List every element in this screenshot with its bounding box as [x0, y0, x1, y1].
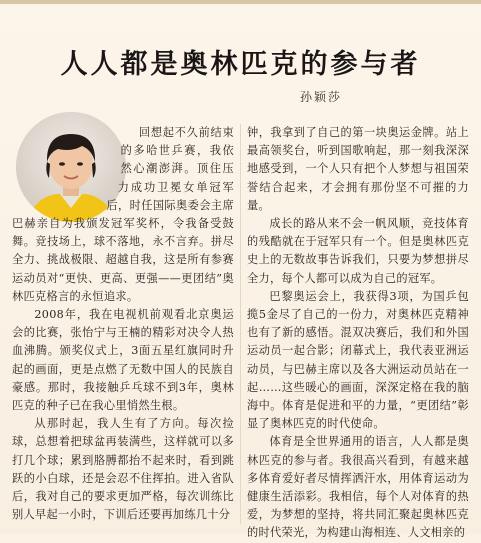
article-title: 人人都是奥林匹克的参与者 [60, 49, 421, 80]
portrait-wrap-space [12, 124, 130, 200]
paragraph: 钟，我拿到了自己的第一块奥运金牌。站上最高领奖台，听到国歌响起，那一刻我深深地感受到，一个人只有把个人梦想与祖国荣誉结合起来，才会拥有那份坚不可摧的力量。 [247, 126, 469, 212]
paragraph: 成长的路从来不会一帆风顺，竞技体育的残酷就在于冠军只有一个。但是奥林匹克史上的无数故事告诉我们，只要为梦想拼尽全力，每个人都可以成为自己的冠军。 [247, 217, 469, 285]
top-rule [0, 0, 481, 4]
column-divider [240, 124, 241, 524]
paragraph: 从那时起，我人生有了方向。每次捡球，总想着把球盆再装满些，这样就可以多打几个球；累到胳膊都抬不起来时，看到跳跃的小白球，还是会忍不住挥拍。进入省队后，我对自己的要求更加严格，每次训练比别人早起一小时，下训后还要再加练几十分 [12, 417, 234, 522]
paragraph: 巴黎奥运会上，我获得3项，为国乒包揽5金尽了自己的一份力，对奥林匹克精神也有了新的感悟。混双决赛后，我们和外国运动员一起合影；闭幕式上，我代表亚洲运动员，与巴赫主席以及各大洲运动员站在一起……这些暖心的画面，深深定格在我的脑海中。体育是促进和平的力量，“更团结”彰显了奥林匹克的时代使命。 [247, 289, 469, 431]
article-author: 孙颖莎 [300, 90, 343, 104]
paragraph: 体育是全世界通用的语言，人人都是奥林匹克的参与者。我很高兴看到，有越来越多体育爱好者尽情挥洒汗水，用体育运动为健康生活添彩。我相信，每个人对体育的热爱，为梦想的坚持，将共同汇聚起奥林匹克的时代荣光，为构建山海相连、人文相亲的 [247, 435, 469, 540]
article-column-left [12, 124, 234, 524]
paragraph: 2008年，我在电视机前观看北京奥运会的比赛，张怡宁与王楠的精彩对决令人热血沸腾。颁奖仪式上，3面五星红旗同时升起的画面，更是点燃了无数中国人的民族自豪感。那时，我接触乒乓球不到3年，奥林匹克的种子已在我心里悄然生根。 [12, 308, 234, 413]
article-column-right [247, 124, 469, 543]
paragraph: 回想起不久前结束的多哈世乒赛，我依然心潮澎湃。顶住压力成功卫冕女单冠军后，时任国际奥委会主席巴赫亲自为我颁发冠军奖杯，令我备受鼓舞。竞技场上，球不落地，永不言弃。拼尽全力、挑战极限、超越自我，这是所有参赛运动员对“更快、更高、更强——更团结”奥林匹克格言的永恒追求。 [12, 126, 234, 303]
